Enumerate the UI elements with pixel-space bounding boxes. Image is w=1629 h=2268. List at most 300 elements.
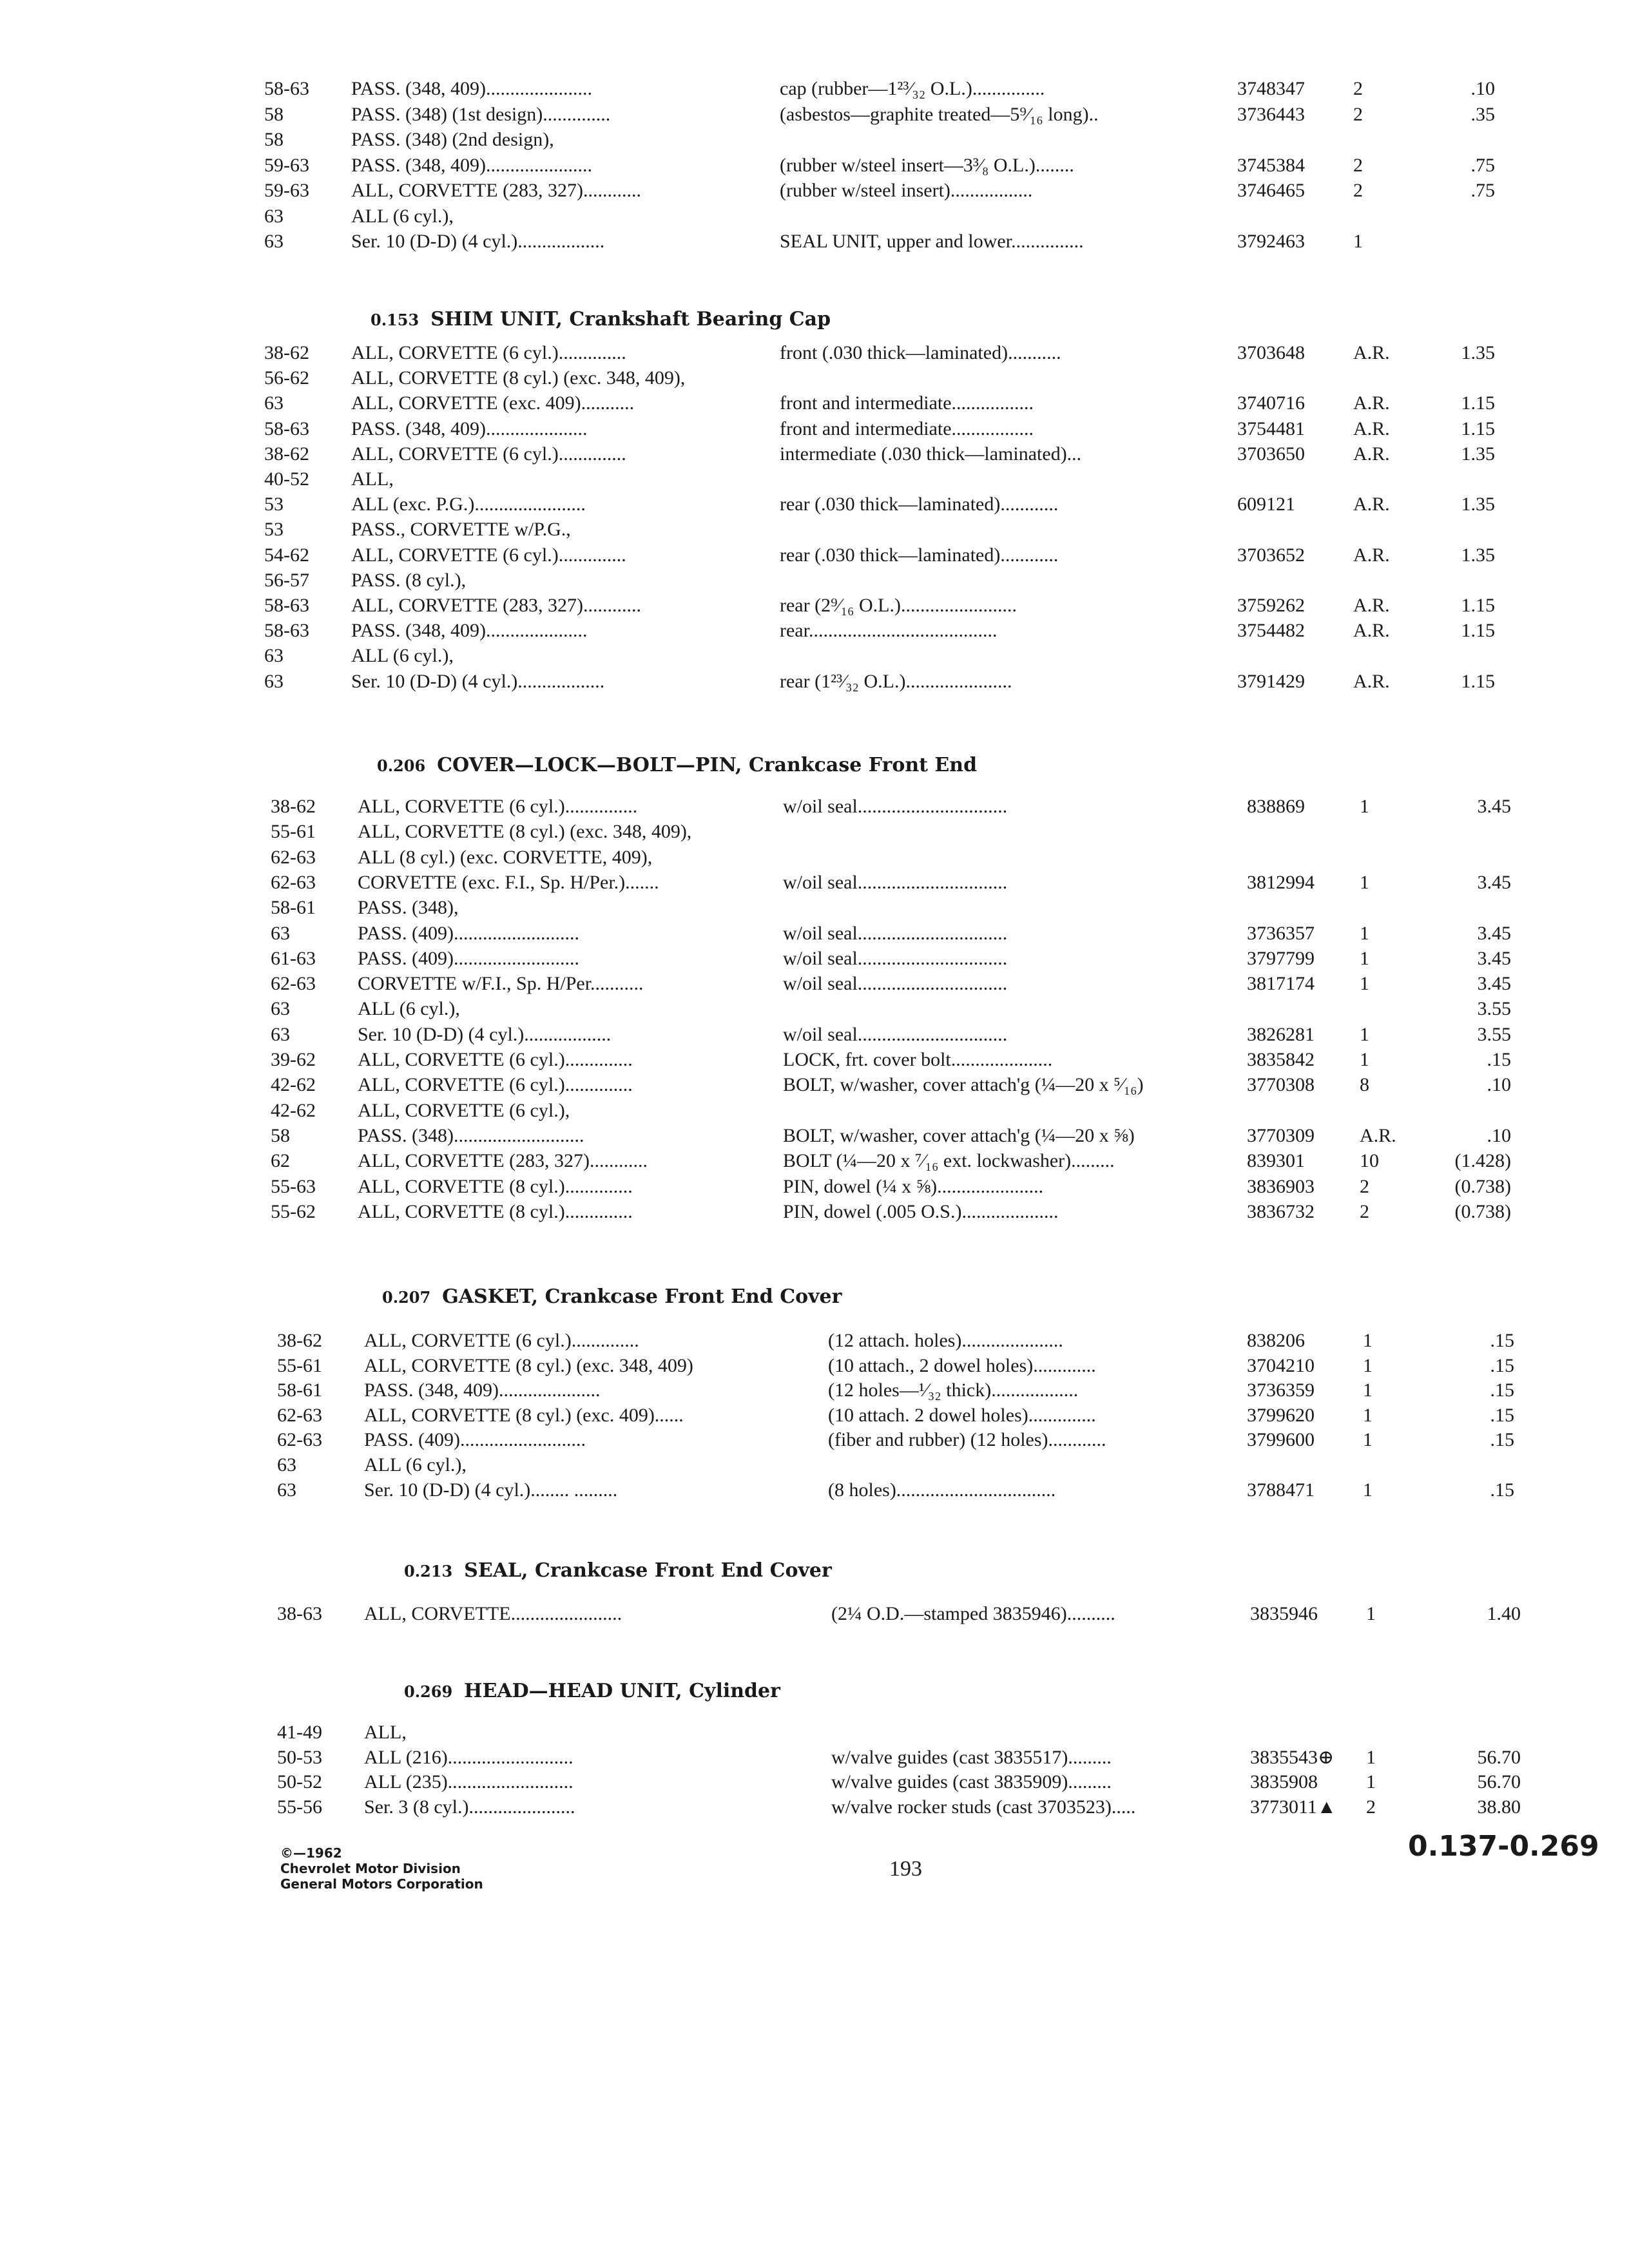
copyright-line: ©—1962 bbox=[280, 1845, 342, 1861]
table-row bbox=[0, 365, 1629, 391]
table-row bbox=[0, 1452, 1629, 1478]
table-row bbox=[0, 102, 1629, 128]
section-heading: COVER—LOCK—BOLT—PIN, Crankcase Front End bbox=[437, 754, 978, 776]
table-row bbox=[0, 1794, 1629, 1820]
year-cell: 55-63 bbox=[271, 1176, 316, 1197]
table-row bbox=[0, 946, 1629, 972]
model-cell: PASS. (348), bbox=[358, 897, 459, 918]
table-row bbox=[0, 1403, 1629, 1428]
model-cell: ALL, CORVETTE (6 cyl.).............. bbox=[364, 1330, 639, 1351]
table-row bbox=[0, 1353, 1629, 1379]
description-cell: w/oil seal............................... bbox=[783, 948, 1008, 969]
page-number: 193 bbox=[889, 1857, 922, 1881]
section-number: 0.206 bbox=[377, 756, 426, 775]
model-cell: ALL, bbox=[351, 468, 394, 490]
table-row bbox=[0, 1174, 1629, 1200]
table-row bbox=[0, 229, 1629, 255]
price-cell: .15 bbox=[1490, 1355, 1514, 1376]
price-cell: 3.55 bbox=[1477, 1024, 1511, 1045]
year-cell: 62-63 bbox=[277, 1405, 322, 1426]
year-cell: 55-56 bbox=[277, 1796, 322, 1818]
price-cell: 1.40 bbox=[1487, 1603, 1521, 1624]
quantity-cell: 10 bbox=[1360, 1150, 1379, 1171]
part-number-cell: 3759262 bbox=[1237, 595, 1305, 616]
table-row bbox=[0, 819, 1629, 845]
model-cell: ALL, CORVETTE (8 cyl.) (exc. 348, 409), bbox=[351, 367, 686, 389]
description-cell: (12 holes—¹⁄₃₂ thick).................. bbox=[828, 1379, 1079, 1401]
price-cell: 56.70 bbox=[1477, 1747, 1521, 1768]
table-row bbox=[0, 1720, 1629, 1745]
description-cell: BOLT (¼—20 x ⁷⁄₁₆ ext. lockwasher)......... bbox=[783, 1150, 1115, 1171]
year-cell: 63 bbox=[271, 1024, 290, 1045]
quantity-cell: 1 bbox=[1366, 1747, 1376, 1768]
price-cell: 3.45 bbox=[1477, 948, 1511, 969]
part-number-cell: 3748347 bbox=[1237, 78, 1305, 99]
table-row bbox=[0, 1047, 1629, 1073]
part-number-cell: 3812994 bbox=[1247, 872, 1315, 893]
part-number-cell: 3835946 bbox=[1250, 1603, 1318, 1624]
year-cell: 58-61 bbox=[271, 897, 316, 918]
description-cell: PIN, dowel (.005 O.S.).................... bbox=[783, 1201, 1059, 1222]
model-cell: ALL, bbox=[364, 1722, 407, 1743]
year-cell: 63 bbox=[264, 206, 284, 227]
price-cell: 1.15 bbox=[1461, 671, 1495, 692]
table-row bbox=[0, 643, 1629, 669]
year-cell: 53 bbox=[264, 494, 284, 515]
year-cell: 38-62 bbox=[264, 443, 309, 465]
model-cell: PASS., CORVETTE w/P.G., bbox=[351, 519, 571, 540]
year-cell: 54-62 bbox=[264, 544, 309, 566]
description-cell: (rubber w/steel insert)................. bbox=[780, 180, 1033, 201]
table-row bbox=[0, 971, 1629, 997]
description-cell: w/oil seal............................... bbox=[783, 923, 1008, 944]
table-row bbox=[0, 921, 1629, 947]
year-cell: 63 bbox=[264, 671, 284, 692]
model-cell: PASS. (348, 409)..................... bbox=[364, 1379, 601, 1401]
quantity-cell: A.R. bbox=[1353, 342, 1390, 363]
model-cell: ALL, CORVETTE (6 cyl.).............. bbox=[351, 342, 626, 363]
year-cell: 38-62 bbox=[277, 1330, 322, 1351]
model-cell: PASS. (348)........................... bbox=[358, 1125, 584, 1146]
part-number-cell: 839301 bbox=[1247, 1150, 1305, 1171]
model-cell: ALL, CORVETTE (6 cyl.).............. bbox=[358, 1074, 633, 1095]
part-number-cell: 838206 bbox=[1247, 1330, 1305, 1351]
quantity-cell: A.R. bbox=[1353, 494, 1390, 515]
year-cell: 63 bbox=[271, 923, 290, 944]
quantity-cell: A.R. bbox=[1353, 595, 1390, 616]
model-cell: ALL (216).......................... bbox=[364, 1747, 574, 1768]
section-number: 0.207 bbox=[382, 1288, 431, 1307]
table-row bbox=[0, 870, 1629, 896]
description-cell: front and intermediate................. bbox=[780, 392, 1034, 414]
section-title bbox=[404, 1680, 780, 1702]
model-cell: Ser. 3 (8 cyl.)...................... bbox=[364, 1796, 575, 1818]
part-number-cell: 3703650 bbox=[1237, 443, 1305, 465]
model-cell: PASS. (348, 409)..................... bbox=[351, 620, 588, 641]
model-cell: ALL, CORVETTE (6 cyl.), bbox=[358, 1100, 570, 1121]
table-row bbox=[0, 1022, 1629, 1048]
price-cell: 1.35 bbox=[1461, 494, 1495, 515]
model-cell: CORVETTE w/F.I., Sp. H/Per........... bbox=[358, 973, 644, 994]
description-cell: (fiber and rubber) (12 holes)............ bbox=[828, 1429, 1106, 1450]
description-cell: SEAL UNIT, upper and lower............... bbox=[780, 231, 1084, 252]
part-number-cell: 3799600 bbox=[1247, 1429, 1315, 1450]
model-cell: ALL, CORVETTE (exc. 409)........... bbox=[351, 392, 635, 414]
model-cell: ALL, CORVETTE (283, 327)............ bbox=[358, 1150, 648, 1171]
part-number-cell: 3799620 bbox=[1247, 1405, 1315, 1426]
description-cell: w/oil seal............................... bbox=[783, 1024, 1008, 1045]
year-cell: 58 bbox=[264, 104, 284, 125]
part-number-cell: 3836903 bbox=[1247, 1176, 1315, 1197]
part-number-cell: 3703652 bbox=[1237, 544, 1305, 566]
price-cell: 1.15 bbox=[1461, 620, 1495, 641]
quantity-cell: 1 bbox=[1363, 1405, 1373, 1426]
description-cell: w/valve rocker studs (cast 3703523)..... bbox=[831, 1796, 1136, 1818]
price-cell: 1.15 bbox=[1461, 595, 1495, 616]
description-cell: LOCK, frt. cover bolt..................... bbox=[783, 1049, 1053, 1070]
part-number-cell: 3835543⊕ bbox=[1250, 1747, 1335, 1768]
model-cell: ALL, CORVETTE (6 cyl.)............... bbox=[358, 796, 638, 817]
part-number-cell: 3736443 bbox=[1237, 104, 1305, 125]
price-cell: .15 bbox=[1490, 1479, 1514, 1501]
table-row bbox=[0, 1745, 1629, 1771]
description-cell: front and intermediate................. bbox=[780, 418, 1034, 439]
quantity-cell: 1 bbox=[1363, 1479, 1373, 1501]
year-cell: 39-62 bbox=[271, 1049, 316, 1070]
part-number-cell: 3754481 bbox=[1237, 418, 1305, 439]
price-cell: .15 bbox=[1490, 1429, 1514, 1450]
year-cell: 42-62 bbox=[271, 1074, 316, 1095]
year-cell: 62-63 bbox=[271, 973, 316, 994]
part-number-cell: 3703648 bbox=[1237, 342, 1305, 363]
price-cell: 1.15 bbox=[1461, 418, 1495, 439]
table-row bbox=[0, 76, 1629, 102]
year-cell: 62-63 bbox=[271, 847, 316, 868]
price-cell: .75 bbox=[1470, 180, 1495, 201]
year-cell: 59-63 bbox=[264, 155, 309, 176]
part-number-cell: 3836732 bbox=[1247, 1201, 1315, 1222]
price-cell: 3.45 bbox=[1477, 796, 1511, 817]
quantity-cell: 1 bbox=[1353, 231, 1363, 252]
description-cell: (rubber w/steel insert—3³⁄₈ O.L.)........ bbox=[780, 155, 1074, 176]
model-cell: PASS. (348) (1st design).............. bbox=[351, 104, 611, 125]
year-cell: 38-63 bbox=[277, 1603, 322, 1624]
index-range: 0.137-0.269 bbox=[1408, 1830, 1599, 1863]
table-row bbox=[0, 593, 1629, 619]
model-cell: ALL (exc. P.G.)....................... bbox=[351, 494, 586, 515]
year-cell: 56-62 bbox=[264, 367, 309, 389]
year-cell: 55-61 bbox=[271, 821, 316, 842]
part-number-cell: 838869 bbox=[1247, 796, 1305, 817]
model-cell: ALL (6 cyl.), bbox=[351, 206, 454, 227]
price-cell: .15 bbox=[1490, 1330, 1514, 1351]
section-heading: SHIM UNIT, Crankshaft Bearing Cap bbox=[430, 308, 831, 331]
year-cell: 63 bbox=[264, 231, 284, 252]
year-cell: 63 bbox=[271, 998, 290, 1019]
table-row bbox=[0, 492, 1629, 517]
description-cell: w/valve guides (cast 3835517)......... bbox=[831, 1747, 1112, 1768]
year-cell: 63 bbox=[277, 1479, 296, 1501]
price-cell: 1.35 bbox=[1461, 544, 1495, 566]
description-cell: rear....................................... bbox=[780, 620, 998, 641]
year-cell: 38-62 bbox=[264, 342, 309, 363]
model-cell: ALL, CORVETTE....................... bbox=[364, 1603, 622, 1624]
part-number-cell: 3826281 bbox=[1247, 1024, 1315, 1045]
section-title bbox=[404, 1559, 832, 1582]
corporation-line: General Motors Corporation bbox=[280, 1876, 483, 1892]
year-cell: 62-63 bbox=[271, 872, 316, 893]
section-number: 0.153 bbox=[371, 311, 419, 329]
model-cell: PASS. (409).......................... bbox=[358, 948, 579, 969]
part-number-cell: 3791429 bbox=[1237, 671, 1305, 692]
quantity-cell: 1 bbox=[1363, 1355, 1373, 1376]
quantity-cell: A.R. bbox=[1353, 620, 1390, 641]
price-cell: 38.80 bbox=[1477, 1796, 1521, 1818]
description-cell: (12 attach. holes)..................... bbox=[828, 1330, 1063, 1351]
price-cell: 1.15 bbox=[1461, 392, 1495, 414]
year-cell: 58-63 bbox=[264, 595, 309, 616]
model-cell: PASS. (348, 409)..................... bbox=[351, 418, 588, 439]
section-heading: GASKET, Crankcase Front End Cover bbox=[442, 1285, 842, 1308]
part-number-cell: 3835842 bbox=[1247, 1049, 1315, 1070]
year-cell: 40-52 bbox=[264, 468, 309, 490]
model-cell: PASS. (8 cyl.), bbox=[351, 570, 467, 591]
part-number-cell: 3797799 bbox=[1247, 948, 1315, 969]
part-number-cell: 609121 bbox=[1237, 494, 1295, 515]
part-number-cell: 3736359 bbox=[1247, 1379, 1315, 1401]
part-number-cell: 3746465 bbox=[1237, 180, 1305, 201]
table-row bbox=[0, 1098, 1629, 1124]
year-cell: 58-61 bbox=[277, 1379, 322, 1401]
model-cell: ALL (6 cyl.), bbox=[358, 998, 460, 1019]
quantity-cell: 1 bbox=[1366, 1771, 1376, 1792]
table-row bbox=[0, 845, 1629, 870]
description-cell: rear (.030 thick—laminated)............ bbox=[780, 544, 1059, 566]
year-cell: 62 bbox=[271, 1150, 290, 1171]
part-number-cell: 3770309 bbox=[1247, 1125, 1315, 1146]
year-cell: 62-63 bbox=[277, 1429, 322, 1450]
section-title bbox=[382, 1285, 842, 1308]
year-cell: 58 bbox=[264, 129, 284, 150]
price-cell: 1.35 bbox=[1461, 342, 1495, 363]
model-cell: Ser. 10 (D-D) (4 cyl.).................. bbox=[351, 671, 605, 692]
quantity-cell: A.R. bbox=[1353, 418, 1390, 439]
model-cell: PASS. (348, 409)...................... bbox=[351, 78, 592, 99]
part-number-cell: 3773011▲ bbox=[1250, 1796, 1336, 1818]
price-cell: 3.55 bbox=[1477, 998, 1511, 1019]
description-cell: w/oil seal............................... bbox=[783, 872, 1008, 893]
year-cell: 63 bbox=[264, 645, 284, 666]
table-row bbox=[0, 1477, 1629, 1503]
year-cell: 61-63 bbox=[271, 948, 316, 969]
table-row bbox=[0, 178, 1629, 204]
model-cell: ALL, CORVETTE (283, 327)............ bbox=[351, 595, 642, 616]
table-row bbox=[0, 1378, 1629, 1403]
section-heading: HEAD—HEAD UNIT, Cylinder bbox=[464, 1680, 780, 1702]
year-cell: 38-62 bbox=[271, 796, 316, 817]
year-cell: 63 bbox=[264, 392, 284, 414]
table-row bbox=[0, 1427, 1629, 1453]
year-cell: 55-62 bbox=[271, 1201, 316, 1222]
quantity-cell: 8 bbox=[1360, 1074, 1369, 1095]
table-row bbox=[0, 1123, 1629, 1149]
table-row bbox=[0, 1769, 1629, 1795]
table-row bbox=[0, 416, 1629, 442]
description-cell: (10 attach., 2 dowel holes)............. bbox=[828, 1355, 1096, 1376]
table-row bbox=[0, 1072, 1629, 1098]
model-cell: ALL, CORVETTE (6 cyl.).............. bbox=[351, 544, 626, 566]
quantity-cell: 2 bbox=[1353, 180, 1363, 201]
table-row bbox=[0, 127, 1629, 153]
price-cell: .15 bbox=[1487, 1049, 1511, 1070]
description-cell: cap (rubber—1²³⁄₃₂ O.L.)............... bbox=[780, 78, 1045, 99]
model-cell: ALL (8 cyl.) (exc. CORVETTE, 409), bbox=[358, 847, 653, 868]
description-cell: w/oil seal............................... bbox=[783, 796, 1008, 817]
footer-copyright bbox=[280, 1845, 483, 1892]
price-cell: 3.45 bbox=[1477, 923, 1511, 944]
table-row bbox=[0, 996, 1629, 1022]
part-number-cell: 3736357 bbox=[1247, 923, 1315, 944]
part-number-cell: 3704210 bbox=[1247, 1355, 1315, 1376]
model-cell: ALL, CORVETTE (6 cyl.).............. bbox=[351, 443, 626, 465]
price-cell: .10 bbox=[1470, 78, 1495, 99]
table-row bbox=[0, 1199, 1629, 1225]
description-cell: BOLT, w/washer, cover attach'g (¼—20 x ⁵⁄₁₆) bbox=[783, 1074, 1144, 1095]
price-cell: .15 bbox=[1490, 1405, 1514, 1426]
quantity-cell: 1 bbox=[1366, 1603, 1376, 1624]
model-cell: PASS. (409).......................... bbox=[358, 923, 579, 944]
table-row bbox=[0, 204, 1629, 229]
year-cell: 58-63 bbox=[264, 620, 309, 641]
quantity-cell: 2 bbox=[1353, 104, 1363, 125]
table-row bbox=[0, 895, 1629, 921]
quantity-cell: 1 bbox=[1360, 1024, 1369, 1045]
description-cell: PIN, dowel (¼ x ⅝)...................... bbox=[783, 1176, 1044, 1197]
section-number: 0.213 bbox=[404, 1562, 453, 1581]
table-row bbox=[0, 669, 1629, 695]
price-cell: .15 bbox=[1490, 1379, 1514, 1401]
quantity-cell: A.R. bbox=[1353, 544, 1390, 566]
section-heading: SEAL, Crankcase Front End Cover bbox=[464, 1559, 832, 1582]
quantity-cell: 1 bbox=[1360, 973, 1369, 994]
description-cell: rear (1²³⁄₃₂ O.L.)...................... bbox=[780, 671, 1012, 692]
quantity-cell: 2 bbox=[1360, 1176, 1369, 1197]
model-cell: ALL, CORVETTE (8 cyl.) (exc. 348, 409) bbox=[364, 1355, 693, 1376]
part-number-cell: 3835908 bbox=[1250, 1771, 1318, 1792]
part-number-cell: 3788471 bbox=[1247, 1479, 1315, 1501]
price-cell: 3.45 bbox=[1477, 973, 1511, 994]
description-cell: w/valve guides (cast 3835909)......... bbox=[831, 1771, 1112, 1792]
year-cell: 41-49 bbox=[277, 1722, 322, 1743]
table-row bbox=[0, 618, 1629, 644]
model-cell: ALL, CORVETTE (283, 327)............ bbox=[351, 180, 642, 201]
part-number-cell: 3740716 bbox=[1237, 392, 1305, 414]
table-row bbox=[0, 1601, 1629, 1627]
table-row bbox=[0, 543, 1629, 568]
model-cell: ALL, CORVETTE (6 cyl.).............. bbox=[358, 1049, 633, 1070]
section-title bbox=[371, 308, 831, 331]
table-row bbox=[0, 340, 1629, 366]
model-cell: Ser. 10 (D-D) (4 cyl.).................. bbox=[351, 231, 605, 252]
quantity-cell: 1 bbox=[1360, 1049, 1369, 1070]
quantity-cell: 1 bbox=[1360, 923, 1369, 944]
table-row bbox=[0, 441, 1629, 467]
price-cell: 56.70 bbox=[1477, 1771, 1521, 1792]
description-cell: BOLT, w/washer, cover attach'g (¼—20 x ⅝) bbox=[783, 1125, 1135, 1146]
year-cell: 55-61 bbox=[277, 1355, 322, 1376]
quantity-cell: 1 bbox=[1363, 1379, 1373, 1401]
description-cell: (8 holes)................................. bbox=[828, 1479, 1056, 1501]
section-number: 0.269 bbox=[404, 1682, 453, 1701]
model-cell: ALL (6 cyl.), bbox=[364, 1454, 467, 1475]
part-number-cell: 3745384 bbox=[1237, 155, 1305, 176]
model-cell: ALL, CORVETTE (8 cyl.).............. bbox=[358, 1176, 633, 1197]
description-cell: intermediate (.030 thick—laminated)... bbox=[780, 443, 1082, 465]
section-title bbox=[377, 754, 977, 776]
part-number-cell: 3770308 bbox=[1247, 1074, 1315, 1095]
model-cell: ALL (6 cyl.), bbox=[351, 645, 454, 666]
price-cell: .10 bbox=[1487, 1125, 1511, 1146]
quantity-cell: A.R. bbox=[1353, 392, 1390, 414]
price-cell: 3.45 bbox=[1477, 872, 1511, 893]
division-line: Chevrolet Motor Division bbox=[280, 1861, 461, 1876]
price-cell: .10 bbox=[1487, 1074, 1511, 1095]
part-number-cell: 3792463 bbox=[1237, 231, 1305, 252]
model-cell: Ser. 10 (D-D) (4 cyl.).................. bbox=[358, 1024, 612, 1045]
price-cell: 1.35 bbox=[1461, 443, 1495, 465]
price-cell: .35 bbox=[1470, 104, 1495, 125]
quantity-cell: 2 bbox=[1360, 1201, 1369, 1222]
year-cell: 58-63 bbox=[264, 78, 309, 99]
table-row bbox=[0, 794, 1629, 820]
model-cell: ALL, CORVETTE (8 cyl.) (exc. 409)...... bbox=[364, 1405, 684, 1426]
year-cell: 56-57 bbox=[264, 570, 309, 591]
model-cell: CORVETTE (exc. F.I., Sp. H/Per.)....... bbox=[358, 872, 659, 893]
model-cell: ALL, CORVETTE (8 cyl.) (exc. 348, 409), bbox=[358, 821, 692, 842]
description-cell: w/oil seal............................... bbox=[783, 973, 1008, 994]
price-cell: (1.428) bbox=[1454, 1150, 1511, 1171]
table-row bbox=[0, 153, 1629, 178]
year-cell: 63 bbox=[277, 1454, 296, 1475]
year-cell: 50-52 bbox=[277, 1771, 322, 1792]
table-row bbox=[0, 1328, 1629, 1354]
quantity-cell: A.R. bbox=[1353, 671, 1390, 692]
description-cell: front (.030 thick—laminated)........... bbox=[780, 342, 1061, 363]
description-cell: (2¼ O.D.—stamped 3835946).......... bbox=[831, 1603, 1115, 1624]
price-cell: (0.738) bbox=[1454, 1201, 1511, 1222]
model-cell: Ser. 10 (D-D) (4 cyl.)........ ......... bbox=[364, 1479, 618, 1501]
model-cell: PASS. (348) (2nd design), bbox=[351, 129, 554, 150]
quantity-cell: 2 bbox=[1353, 155, 1363, 176]
description-cell: rear (.030 thick—laminated)............ bbox=[780, 494, 1059, 515]
price-cell: .75 bbox=[1470, 155, 1495, 176]
quantity-cell: 1 bbox=[1360, 872, 1369, 893]
table-row bbox=[0, 568, 1629, 593]
quantity-cell: A.R. bbox=[1360, 1125, 1396, 1146]
year-cell: 53 bbox=[264, 519, 284, 540]
part-number-cell: 3817174 bbox=[1247, 973, 1315, 994]
quantity-cell: 2 bbox=[1353, 78, 1363, 99]
price-cell: (0.738) bbox=[1454, 1176, 1511, 1197]
part-number-cell: 3754482 bbox=[1237, 620, 1305, 641]
quantity-cell: 1 bbox=[1363, 1429, 1373, 1450]
quantity-cell: A.R. bbox=[1353, 443, 1390, 465]
year-cell: 58-63 bbox=[264, 418, 309, 439]
description-cell: (asbestos—graphite treated—5⁹⁄₁₆ long).. bbox=[780, 104, 1099, 125]
model-cell: PASS. (348, 409)...................... bbox=[351, 155, 592, 176]
quantity-cell: 1 bbox=[1360, 948, 1369, 969]
year-cell: 50-53 bbox=[277, 1747, 322, 1768]
